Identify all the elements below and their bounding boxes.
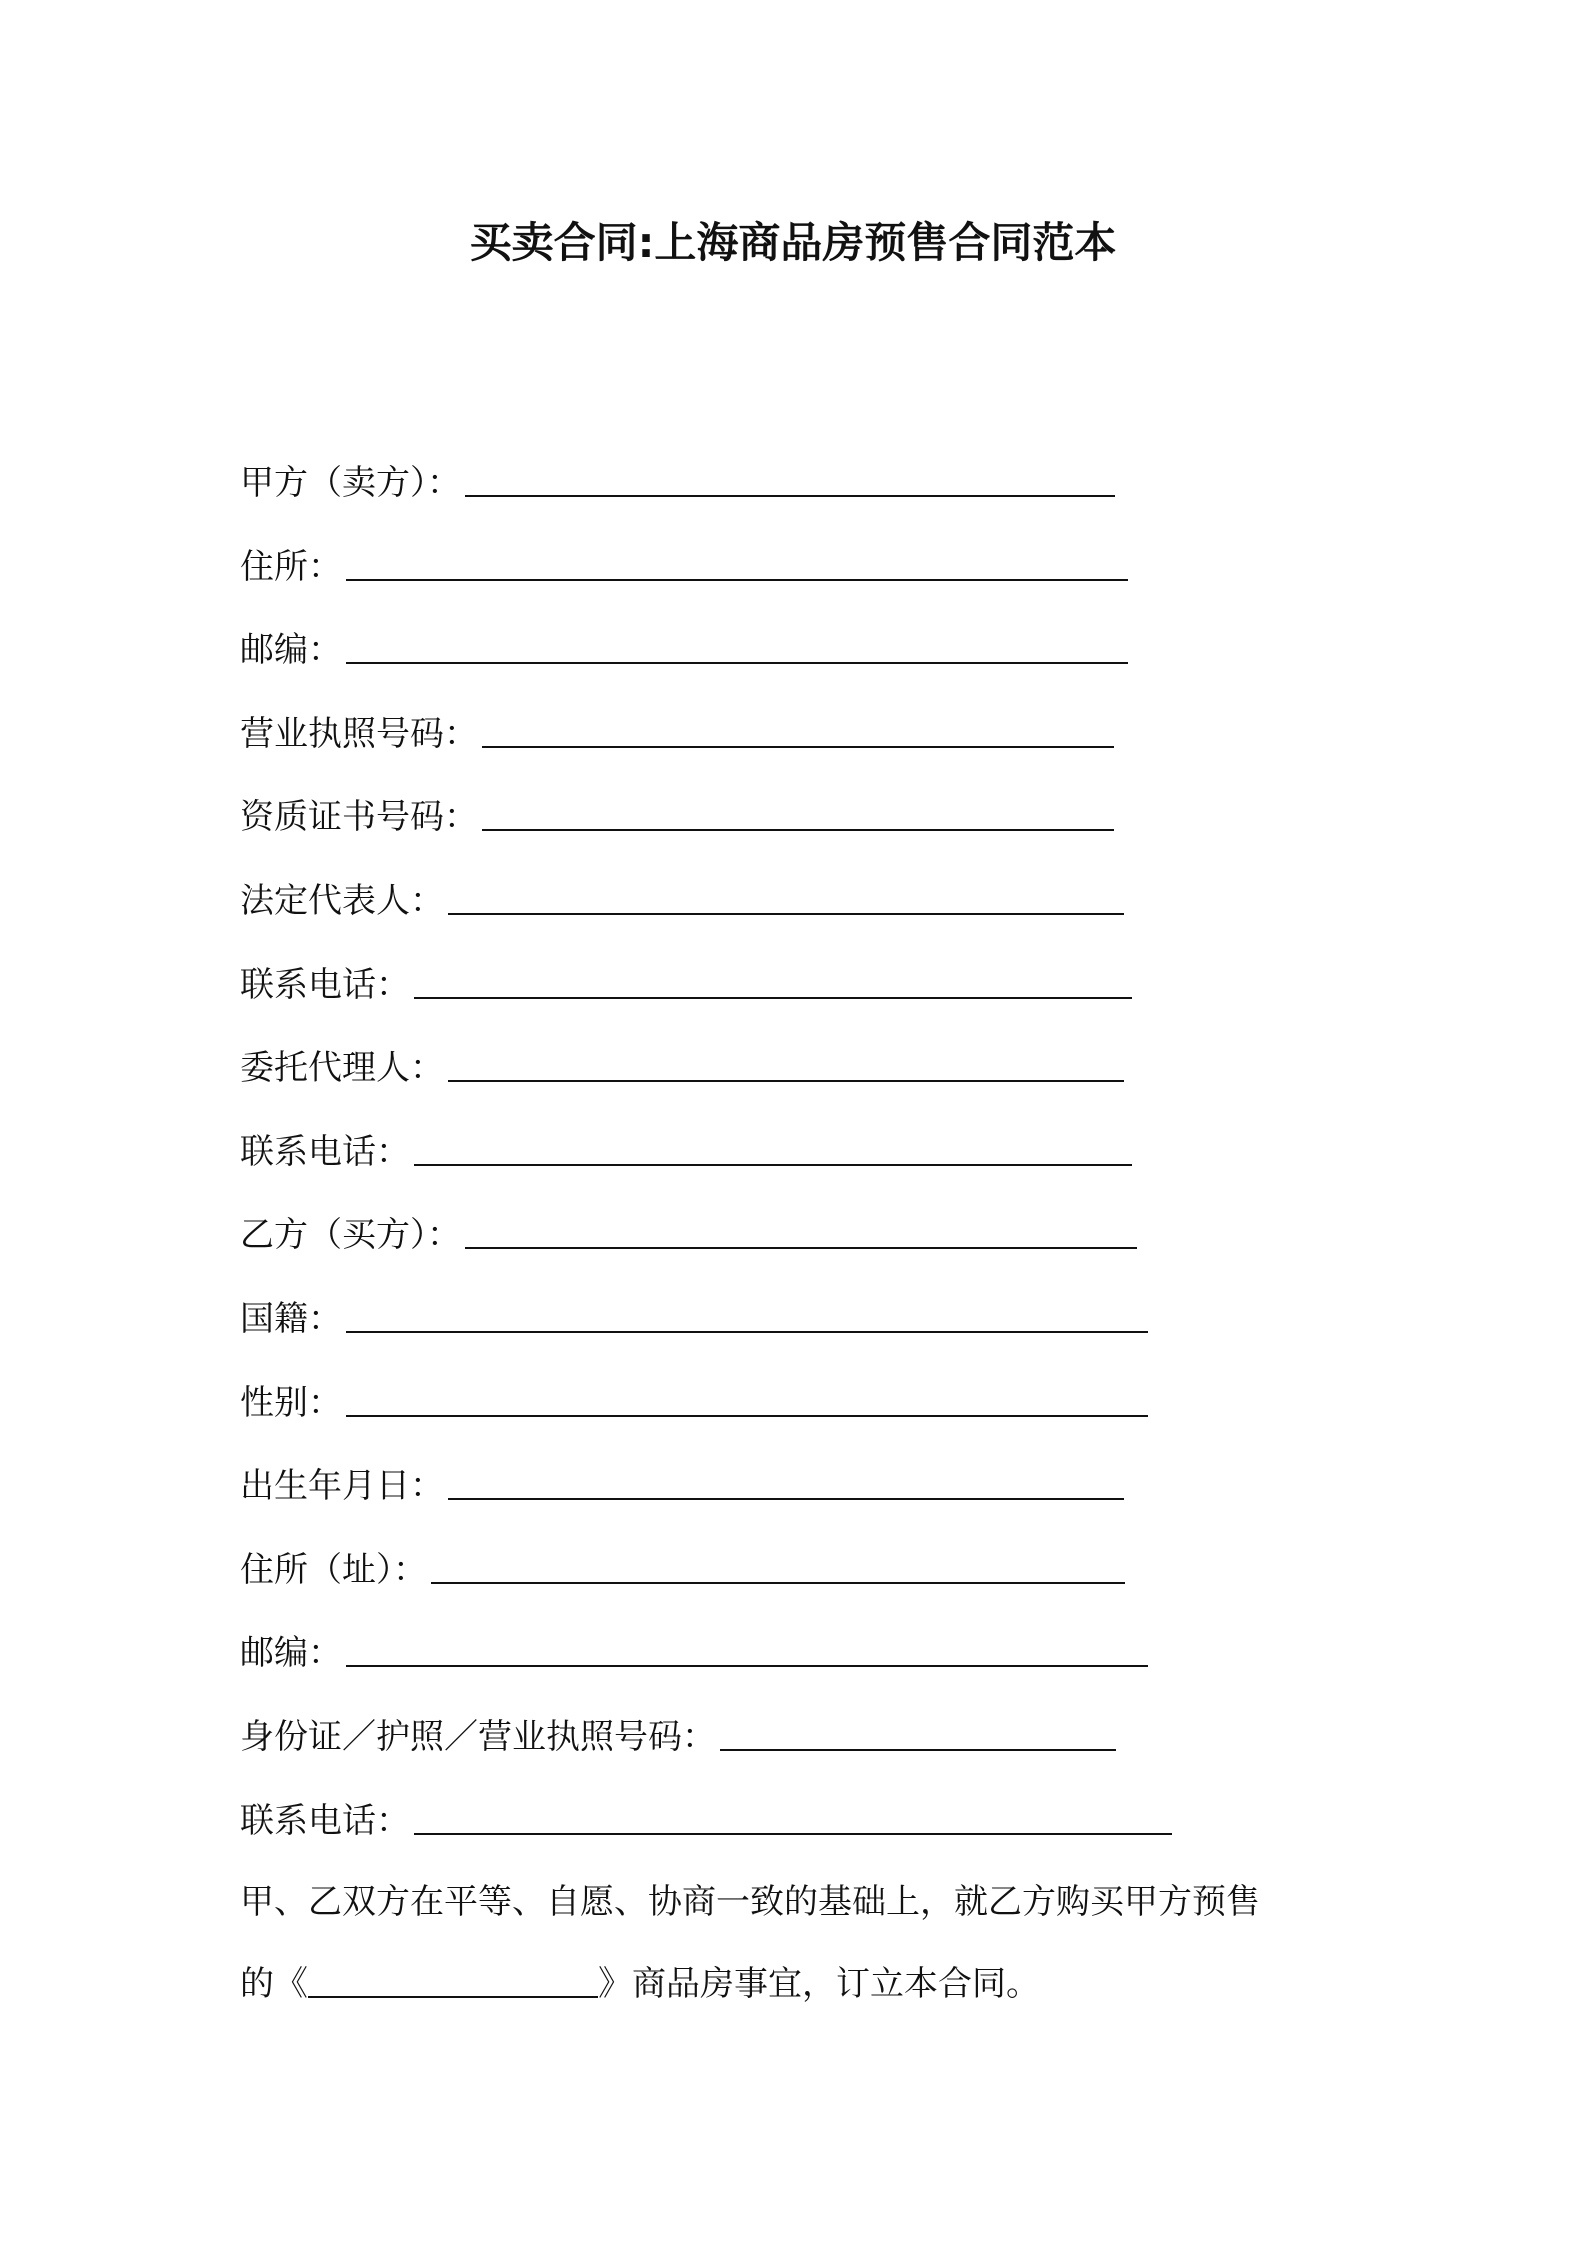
field-agent-phone [240,1124,1420,1208]
property-name-blank[interactable] [308,1956,598,1998]
field-label: 法定代表人： [240,880,444,921]
field-label: 甲方（卖方）： [240,463,461,503]
paragraph-suffix: 》商品房事宜，订立本合同。 [598,1964,1040,2004]
field-label: 联系电话： [240,964,410,1005]
document-title: 买卖合同:上海商品房预售合同范本 [469,218,1117,267]
field-label: 住所： [240,546,342,587]
field-seller [240,455,1420,539]
field-label: 国籍： [240,1298,342,1339]
field-label: 联系电话： [240,1800,410,1841]
agreement-paragraph-line-1: 甲、乙双方在平等、自愿、协商一致的基础上，就乙方购买甲方预售 [240,1882,1260,1922]
field-gender [240,1375,1420,1459]
field-birth-date [240,1458,1420,1542]
field-label: 委托代理人： [240,1048,444,1089]
fill-in-blank[interactable] [448,1040,1124,1082]
field-seller-postcode [240,622,1420,706]
field-qualification-cert [240,789,1420,873]
field-label: 住所（址）： [240,1549,427,1590]
fill-in-blank[interactable] [346,622,1128,664]
field-buyer-postcode [240,1625,1420,1709]
fill-in-blank[interactable] [482,706,1114,748]
field-business-license [240,706,1420,790]
fill-in-blank[interactable] [465,1207,1137,1249]
field-label: 出生年月日： [240,1466,444,1507]
fill-in-blank[interactable] [346,1291,1148,1333]
field-seller-phone [240,957,1420,1041]
field-nationality [240,1291,1420,1375]
field-buyer [240,1207,1420,1291]
fill-in-blank[interactable] [465,455,1115,497]
fill-in-blank[interactable] [431,1542,1125,1584]
fill-in-blank[interactable] [414,1124,1132,1166]
paragraph-prefix: 的《 [240,1964,308,2004]
fill-in-blank[interactable] [448,1458,1124,1500]
field-seller-address [240,539,1420,623]
party-info-fields [240,455,1420,1876]
fill-in-blank[interactable] [482,789,1114,831]
field-id-number [240,1709,1420,1793]
field-label: 邮编： [240,630,342,671]
agreement-paragraph-line-2 [240,1956,1360,2012]
field-buyer-phone [240,1793,1420,1877]
field-authorized-agent [240,1040,1420,1124]
field-legal-representative [240,873,1420,957]
fill-in-blank[interactable] [720,1709,1116,1751]
field-buyer-address [240,1542,1420,1626]
field-label: 邮编： [240,1633,342,1674]
fill-in-blank[interactable] [346,1375,1148,1417]
fill-in-blank[interactable] [414,957,1132,999]
field-label: 营业执照号码： [240,713,478,754]
fill-in-blank[interactable] [346,539,1128,581]
fill-in-blank[interactable] [414,1793,1172,1835]
fill-in-blank[interactable] [346,1625,1148,1667]
field-label: 身份证／护照／营业执照号码： [240,1716,716,1757]
fill-in-blank[interactable] [448,873,1124,915]
field-label: 资质证书号码： [240,797,478,838]
field-label: 乙方（买方）： [240,1215,461,1256]
field-label: 性别： [240,1382,342,1423]
field-label: 联系电话： [240,1131,410,1172]
